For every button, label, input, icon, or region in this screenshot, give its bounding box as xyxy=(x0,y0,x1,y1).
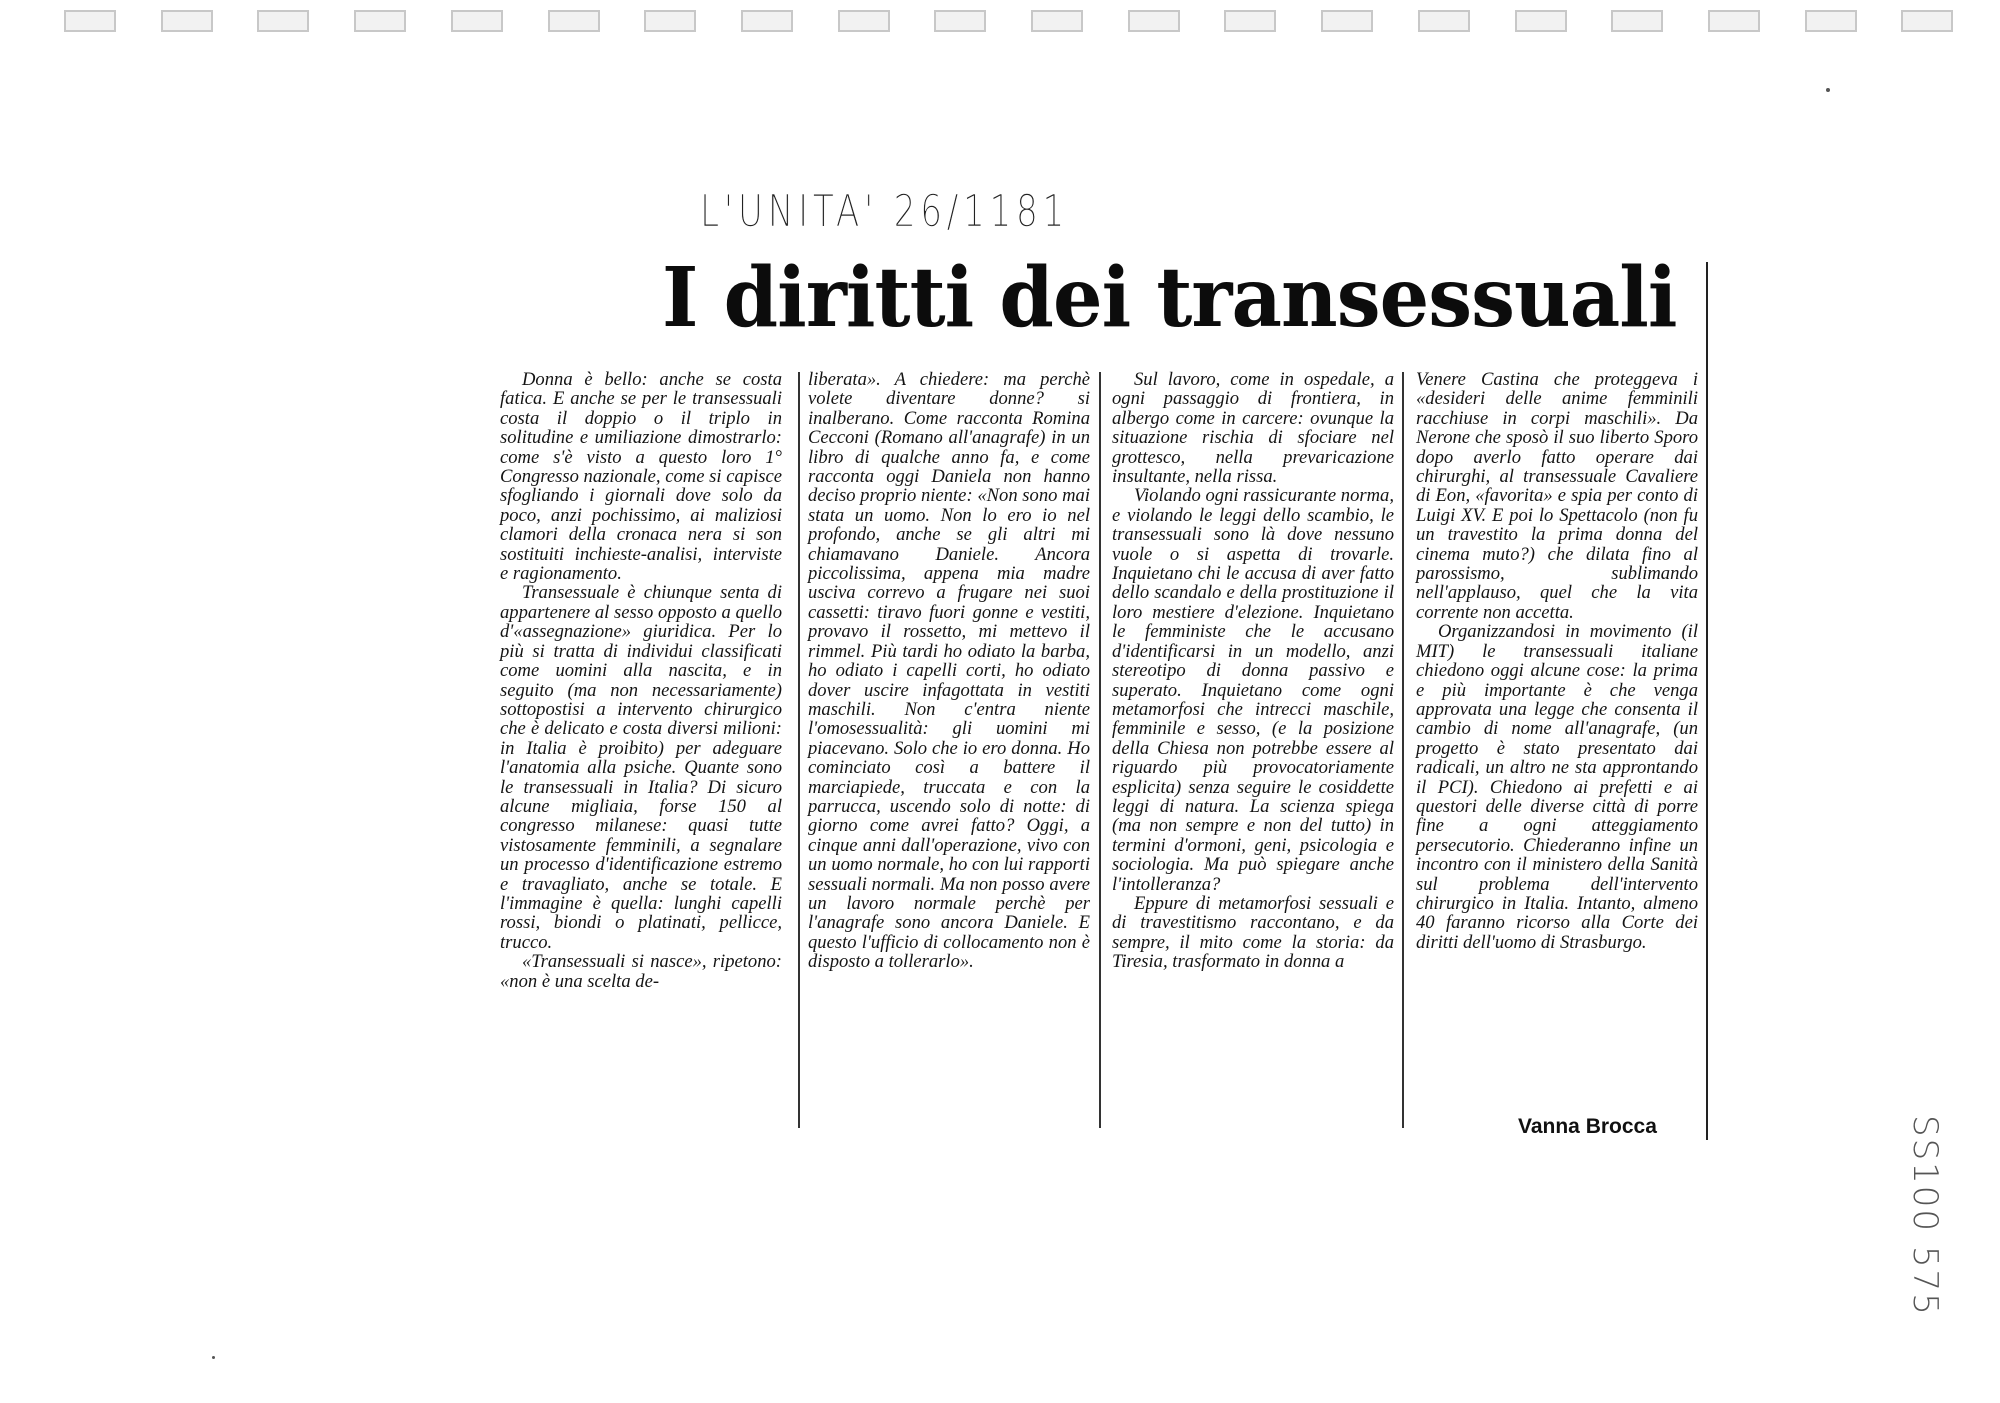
paragraph: Transessuale è chiunque senta di appartenere al sesso opposto a quello d'«assegnazione» giuridica. Per lo più si tratta di individui classificati come uomini alla nascita, e in seguito (ma non necessariamente) sottopostisi a intervento chirurgico che è delicato e costa diversi milioni: in Italia è proibito) per adeguare l'anatomia alla psiche. Quante sono le transessuali in Italia? Di sicuro alcune migliaia, forse 150 al congresso milanese: quasi tutte vistosamente femminili, a segnalare un processo d'identificazione estremo e travagliato, anche se totale. E l'immagine è quella: lunghi capelli rossi, biondi o platinati, pellicce, trucco. xyxy=(500,582,782,953)
punch-hole xyxy=(161,10,213,32)
punch-hole xyxy=(451,10,503,32)
article-headline: I diritti dei transessuali xyxy=(662,250,1677,346)
article-column-2 xyxy=(808,370,1090,972)
paper-speck xyxy=(1826,88,1830,92)
punch-hole xyxy=(257,10,309,32)
punch-hole xyxy=(64,10,116,32)
paragraph: Venere Castina che proteggeva i «desideri delle anime femminili racchiuse in corpi maschili». Da Nerone che sposò il suo liberto Sporo dopo averlo fatto operare dai chirurghi, al transessuale Cavaliere di Eon, «favorita» e spia per conto di Luigi XV. E poi lo Spettacolo (non fu un travestito la prima donna del cinema muto?) che dilata fino al parossismo, sublimando nell'applauso, quel che la vita corrente non accetta. xyxy=(1416,369,1698,623)
punch-hole xyxy=(1128,10,1180,32)
punch-hole xyxy=(644,10,696,32)
punch-hole xyxy=(1031,10,1083,32)
paragraph: Violando ogni rassicurante norma, e violando le leggi dello scambio, le transessuali sono là dove nessuno vuole o si aspetta di trovarle. Inquietano chi le accusa di aver fatto dello scandalo e della prostituzione il loro mestiere d'elezione. Inquietano le femministe che le accusano d'identificarsi in un modello, anzi stereotipo di donna passivo e superato. Inquietano come ogni metamorfosi che intrecci maschile, femminile e sesso, (e la posizione della Chiesa non potrebbe essere al riguardo più provocatoriamente esplicita) senza seguire le cosiddette leggi di natura. La scienza spiega (ma non sempre e non del tutto) in termini d'ormoni, geni, psicologia e sociologia. Ma può spiegare anche l'intolleranza? xyxy=(1112,485,1394,895)
punch-hole xyxy=(1708,10,1760,32)
paper-speck xyxy=(212,1356,215,1359)
punch-hole xyxy=(548,10,600,32)
right-border-rule xyxy=(1706,262,1708,1140)
binder-punch-holes xyxy=(0,10,2000,34)
article-column-1 xyxy=(500,370,782,991)
punch-hole xyxy=(1224,10,1276,32)
paragraph: Eppure di metamorfosi sessuali e di travestitismo raccontano, e da sempre, il mito come la storia: da Tiresia, trasformato in donna a xyxy=(1112,892,1394,973)
paragraph: Organizzandosi in movimento (il MIT) le transessuali italiane chiedono oggi alcune cose: la prima e più importante è che venga approvata una legge che consenta il cambio di nome all'anagrafe, (un progetto è stato presentato dai radicali, un altro ne sta approntando il PCI). Chiedono ai prefetti e ai questori delle diverse città di porre fine a ogni atteggiamento persecutorio. Chiederanno infine un incontro con il ministero della Sanità sul problema dell'intervento chirurgico in Italia. Intanto, almeno 40 faranno ricorso alla Corte dei diritti dell'uomo di Strasburgo. xyxy=(1416,621,1698,953)
column-rule-1 xyxy=(798,372,800,1128)
handwritten-archive-note: SS100 575 xyxy=(1905,1115,1945,1317)
article-column-4 xyxy=(1416,370,1698,952)
punch-hole xyxy=(1805,10,1857,32)
article-column-3 xyxy=(1112,370,1394,972)
paragraph: Sul lavoro, come in ospedale, a ogni passaggio di frontiera, in albergo come in carcere: ovunque la situazione rischia di sfociare nel grottesco, nella prevaricazione insultante, nella rissa. xyxy=(1112,369,1394,488)
paragraph: «Transessuali si nasce», ripetono: «non è una scelta de- xyxy=(500,951,782,992)
column-rule-2 xyxy=(1099,372,1101,1128)
author-byline: Vanna Brocca xyxy=(1518,1115,1657,1138)
punch-hole xyxy=(1901,10,1953,32)
paragraph: Donna è bello: anche se costa fatica. E anche se per le transessuali costa il doppio o il triplo in solitudine e umiliazione dimostrarlo: come s'è visto a questo loro 1° Congresso nazionale, come si capisce sfogliando i giornali dove solo da poco, anzi pochissimo, ai maliziosi clamori della cronaca nera si son sostituiti inchieste-analisi, interviste e ragionamento. xyxy=(500,369,782,585)
punch-hole xyxy=(354,10,406,32)
punch-hole xyxy=(1418,10,1470,32)
punch-hole xyxy=(1321,10,1373,32)
punch-hole xyxy=(838,10,890,32)
column-rule-3 xyxy=(1402,372,1404,1128)
paragraph: liberata». A chiedere: ma perchè volete diventare donne? si inalberano. Come racconta Romina Cecconi (Romano all'anagrafe) in un libro di qualche anno fa, e come racconta oggi Daniela non hanno deciso proprio niente: «Non sono mai stata un uomo. Non lo ero io nel profondo, anche se gli altri mi chiamavano Daniele. Ancora piccolissima, appena mia madre usciva correvo a frugare nei suoi cassetti: tiravo fuori gonne e vestiti, provavo il rossetto, mi mettevo il rimmel. Più tardi ho odiato la barba, ho odiato i capelli corti, ho odiato dover uscire infagottata in vestiti maschili. Non c'entra niente l'omosessualità: gli uomini mi piacevano. Solo che io ero donna. Ho cominciato così a battere il marciapiede, truccata e con la parrucca, uscendo solo di notte: di giorno come avrei fatto? Oggi, a cinque anni dall'operazione, vivo con un uomo normale, ho con lui rapporti sessuali normali. Ma non posso avere un lavoro normale perchè per l'anagrafe sono ancora Daniele. E questo l'ufficio di collocamento non è disposto a tollerarlo». xyxy=(808,369,1090,973)
punch-hole xyxy=(741,10,793,32)
punch-hole xyxy=(1515,10,1567,32)
source-date-stamp: L'UNITA' 26/1181 xyxy=(700,186,1070,237)
punch-hole xyxy=(1611,10,1663,32)
punch-hole xyxy=(934,10,986,32)
